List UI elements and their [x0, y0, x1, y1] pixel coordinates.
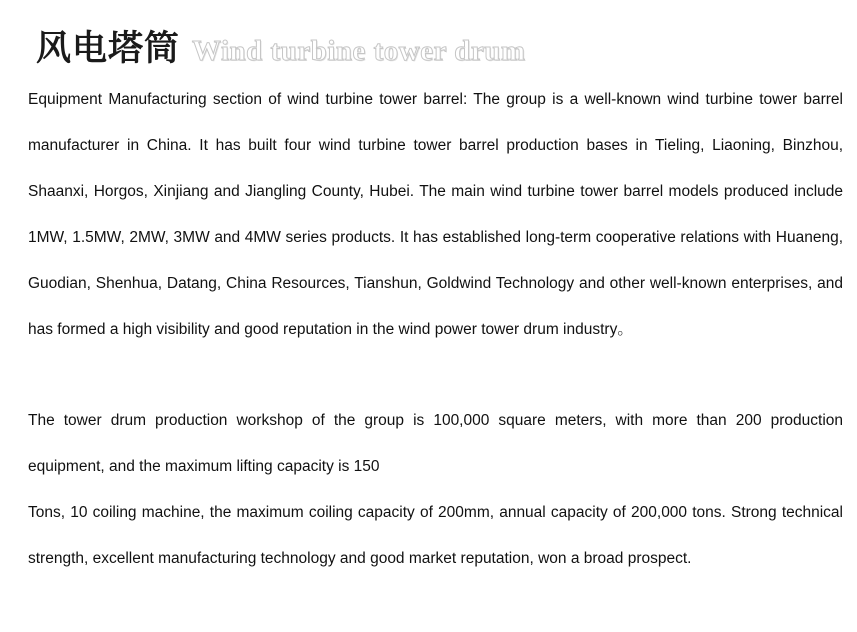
- page-header: [36, 22, 526, 70]
- workshop-paragraph: The tower drum production workshop of the group is 100,000 square meters, with more than 200 production equipment, and the maximum lifting capacity is 150: [28, 412, 843, 475]
- page-title-chinese: 风电塔筒: [36, 28, 181, 69]
- intro-paragraph: Equipment Manufacturing section of wind turbine tower barrel: The group is a well-known wind turbine tower barrel manufacturer in China. It has built four wind turbine tower barrel production bases in Tieling, Liaoning, Binzhou, Shaanxi, Horgos, Xinjiang and Jiangling County, Hubei. The main wind turbine tower barrel models produced include 1MW, 1.5MW, 2MW, 3MW and 4MW series products. It has established long-term cooperative relations with Huaneng, Guodian, Shenhua, Datang, China Resources, Tianshun, Goldwind Technology and other well-known enterprises, and has formed a high visibility and good reputation in the wind power tower drum industry。: [28, 91, 843, 338]
- article-body: [28, 77, 843, 582]
- page-title-english: Wind turbine tower drum: [192, 35, 526, 67]
- paragraph-spacer: [28, 353, 843, 398]
- capacity-paragraph: Tons, 10 coiling machine, the maximum coiling capacity of 200mm, annual capacity of 200,000 tons. Strong technical strength, excellent manufacturing technology and good market reputation, won a broad prospect.: [28, 504, 843, 567]
